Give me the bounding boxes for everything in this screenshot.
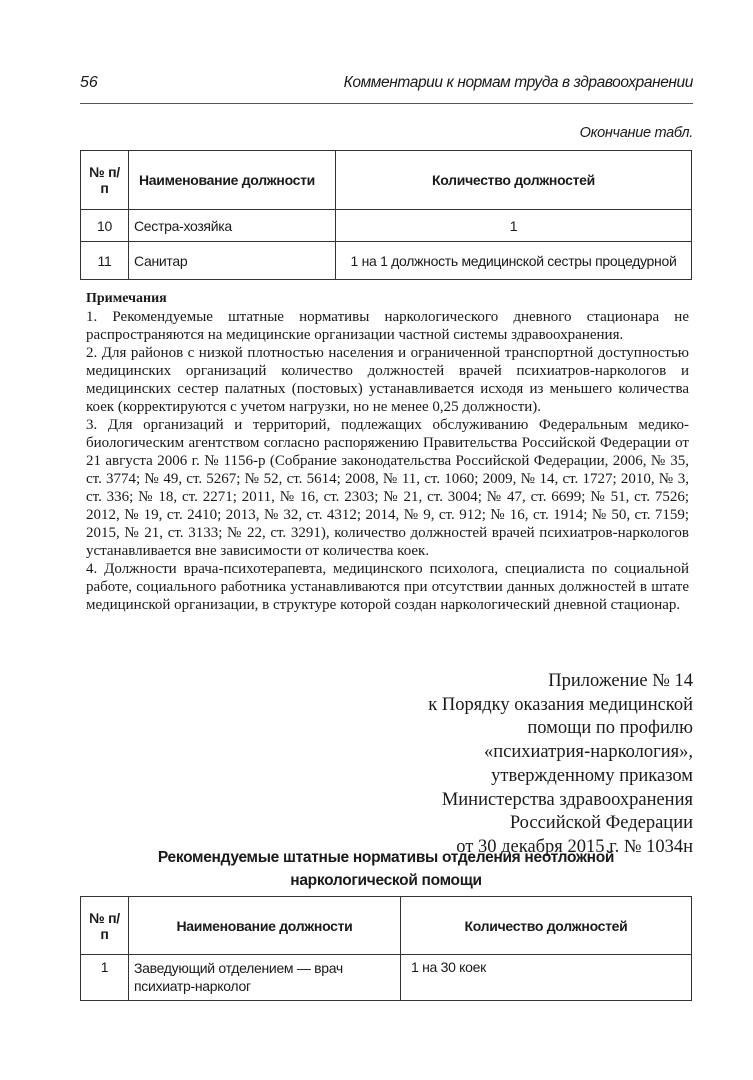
appendix-line: от 30 декабря 2015 г. № 1034н	[456, 836, 693, 857]
column-header-number: № п/п	[81, 151, 129, 210]
appendix-line: Приложение № 14	[548, 671, 693, 691]
section-title-line: наркологической помощи	[290, 872, 482, 889]
appendix-line: «психиатрия-наркология»,	[483, 742, 693, 763]
position-count: 1 на 30 коек	[401, 955, 692, 1001]
staffing-table-continued	[80, 150, 692, 280]
header-divider	[80, 103, 693, 104]
notes-title: Примечания	[86, 291, 167, 306]
table-header-row	[81, 897, 692, 955]
note-item: 3. Для организаций и территорий, подлежащих обслуживанию Федеральным медико-биологическим агентством согласно распоряжению Правительства Российской Федерации от 21 августа 2006 г. № 1156-р (Собрание законодательства Российской Федерации, 2006, № 35, ст. 3774; № 49, ст. 5267; № 52, ст. 5614; 2008, № 11, ст. 1060; 2009, № 14, ст. 1727; 2010, № 3, ст. 336; № 18, ст. 2271; 2011, № 16, ст. 2303; № 21, ст. 3004; № 47, ст. 6699; № 51, ст. 7526; 2012, № 19, ст. 2410; 2013, № 32, ст. 4312; 2014, № 9, ст. 912; № 16, ст. 1914; № 50, ст. 7159; 2015, № 21, ст. 3133; № 22, ст. 3291), количество должностей врачей психиатров-наркологов устанавливается вне зависимости от количества коек.	[86, 417, 689, 559]
appendix-heading	[293, 670, 693, 860]
emergency-staffing-table	[80, 896, 692, 1001]
appendix-line: утвержденному приказом	[491, 765, 693, 786]
running-title: Комментарии к нормам труда в здравоохранении	[343, 74, 693, 91]
column-header-count: Количество должностей	[336, 151, 692, 210]
position-count: 1 на 1 должность медицинской сестры процедурной	[336, 242, 692, 280]
column-header-position: Наименование должности	[129, 897, 401, 955]
appendix-line: к Порядку оказания медицинской	[428, 694, 693, 715]
table-row	[81, 955, 692, 1001]
position-name: Санитар	[129, 242, 336, 280]
row-number: 10	[81, 210, 129, 242]
note-item: 1. Рекомендуемые штатные нормативы наркологического дневного стационара не распространяются на медицинские организации частной системы здравоохранения.	[86, 309, 689, 343]
column-header-position: Наименование должности	[129, 151, 336, 210]
section-title-line: Рекомендуемые штатные нормативы отделения неотложной	[157, 849, 615, 866]
running-header	[80, 74, 693, 100]
page-number: 56	[80, 74, 98, 91]
appendix-line: Министерства здравоохранения	[441, 789, 693, 810]
appendix-line: помощи по профилю	[527, 718, 693, 739]
note-item: 4. Должности врача-психотерапевта, медицинского психолога, специалиста по социальной работе, социального работника устанавливаются при отсутствии данных должностей в штате медицинской организации, в структуре которой создан наркологический дневной стационар.	[86, 561, 689, 613]
note-item: 2. Для районов с низкой плотностью населения и ограниченной транспортной доступностью медицинских организаций количество должностей врачей психиатров-наркологов и медицинских сестер палатных (постовых) устанавливается исходя из меньшего количества коек (корректируются с учетом нагрузки, но не менее 0,25 должности).	[86, 345, 689, 415]
row-number: 11	[81, 242, 129, 280]
position-name: Сестра-хозяйка	[129, 210, 336, 242]
notes-section	[86, 290, 689, 614]
column-header-count: Количество должностей	[401, 897, 692, 955]
column-header-number: № п/п	[81, 897, 129, 955]
position-name: Заведующий отделением — врач психиатр-нарколог	[129, 955, 401, 1001]
section-title	[80, 846, 692, 892]
row-number: 1	[81, 955, 129, 1001]
appendix-line: Российской Федерации	[509, 813, 693, 834]
position-count: 1	[336, 210, 692, 242]
table-row	[81, 210, 692, 242]
table-continuation-caption: Окончание табл.	[579, 125, 693, 141]
table-row	[81, 242, 692, 280]
table-header-row	[81, 151, 692, 210]
